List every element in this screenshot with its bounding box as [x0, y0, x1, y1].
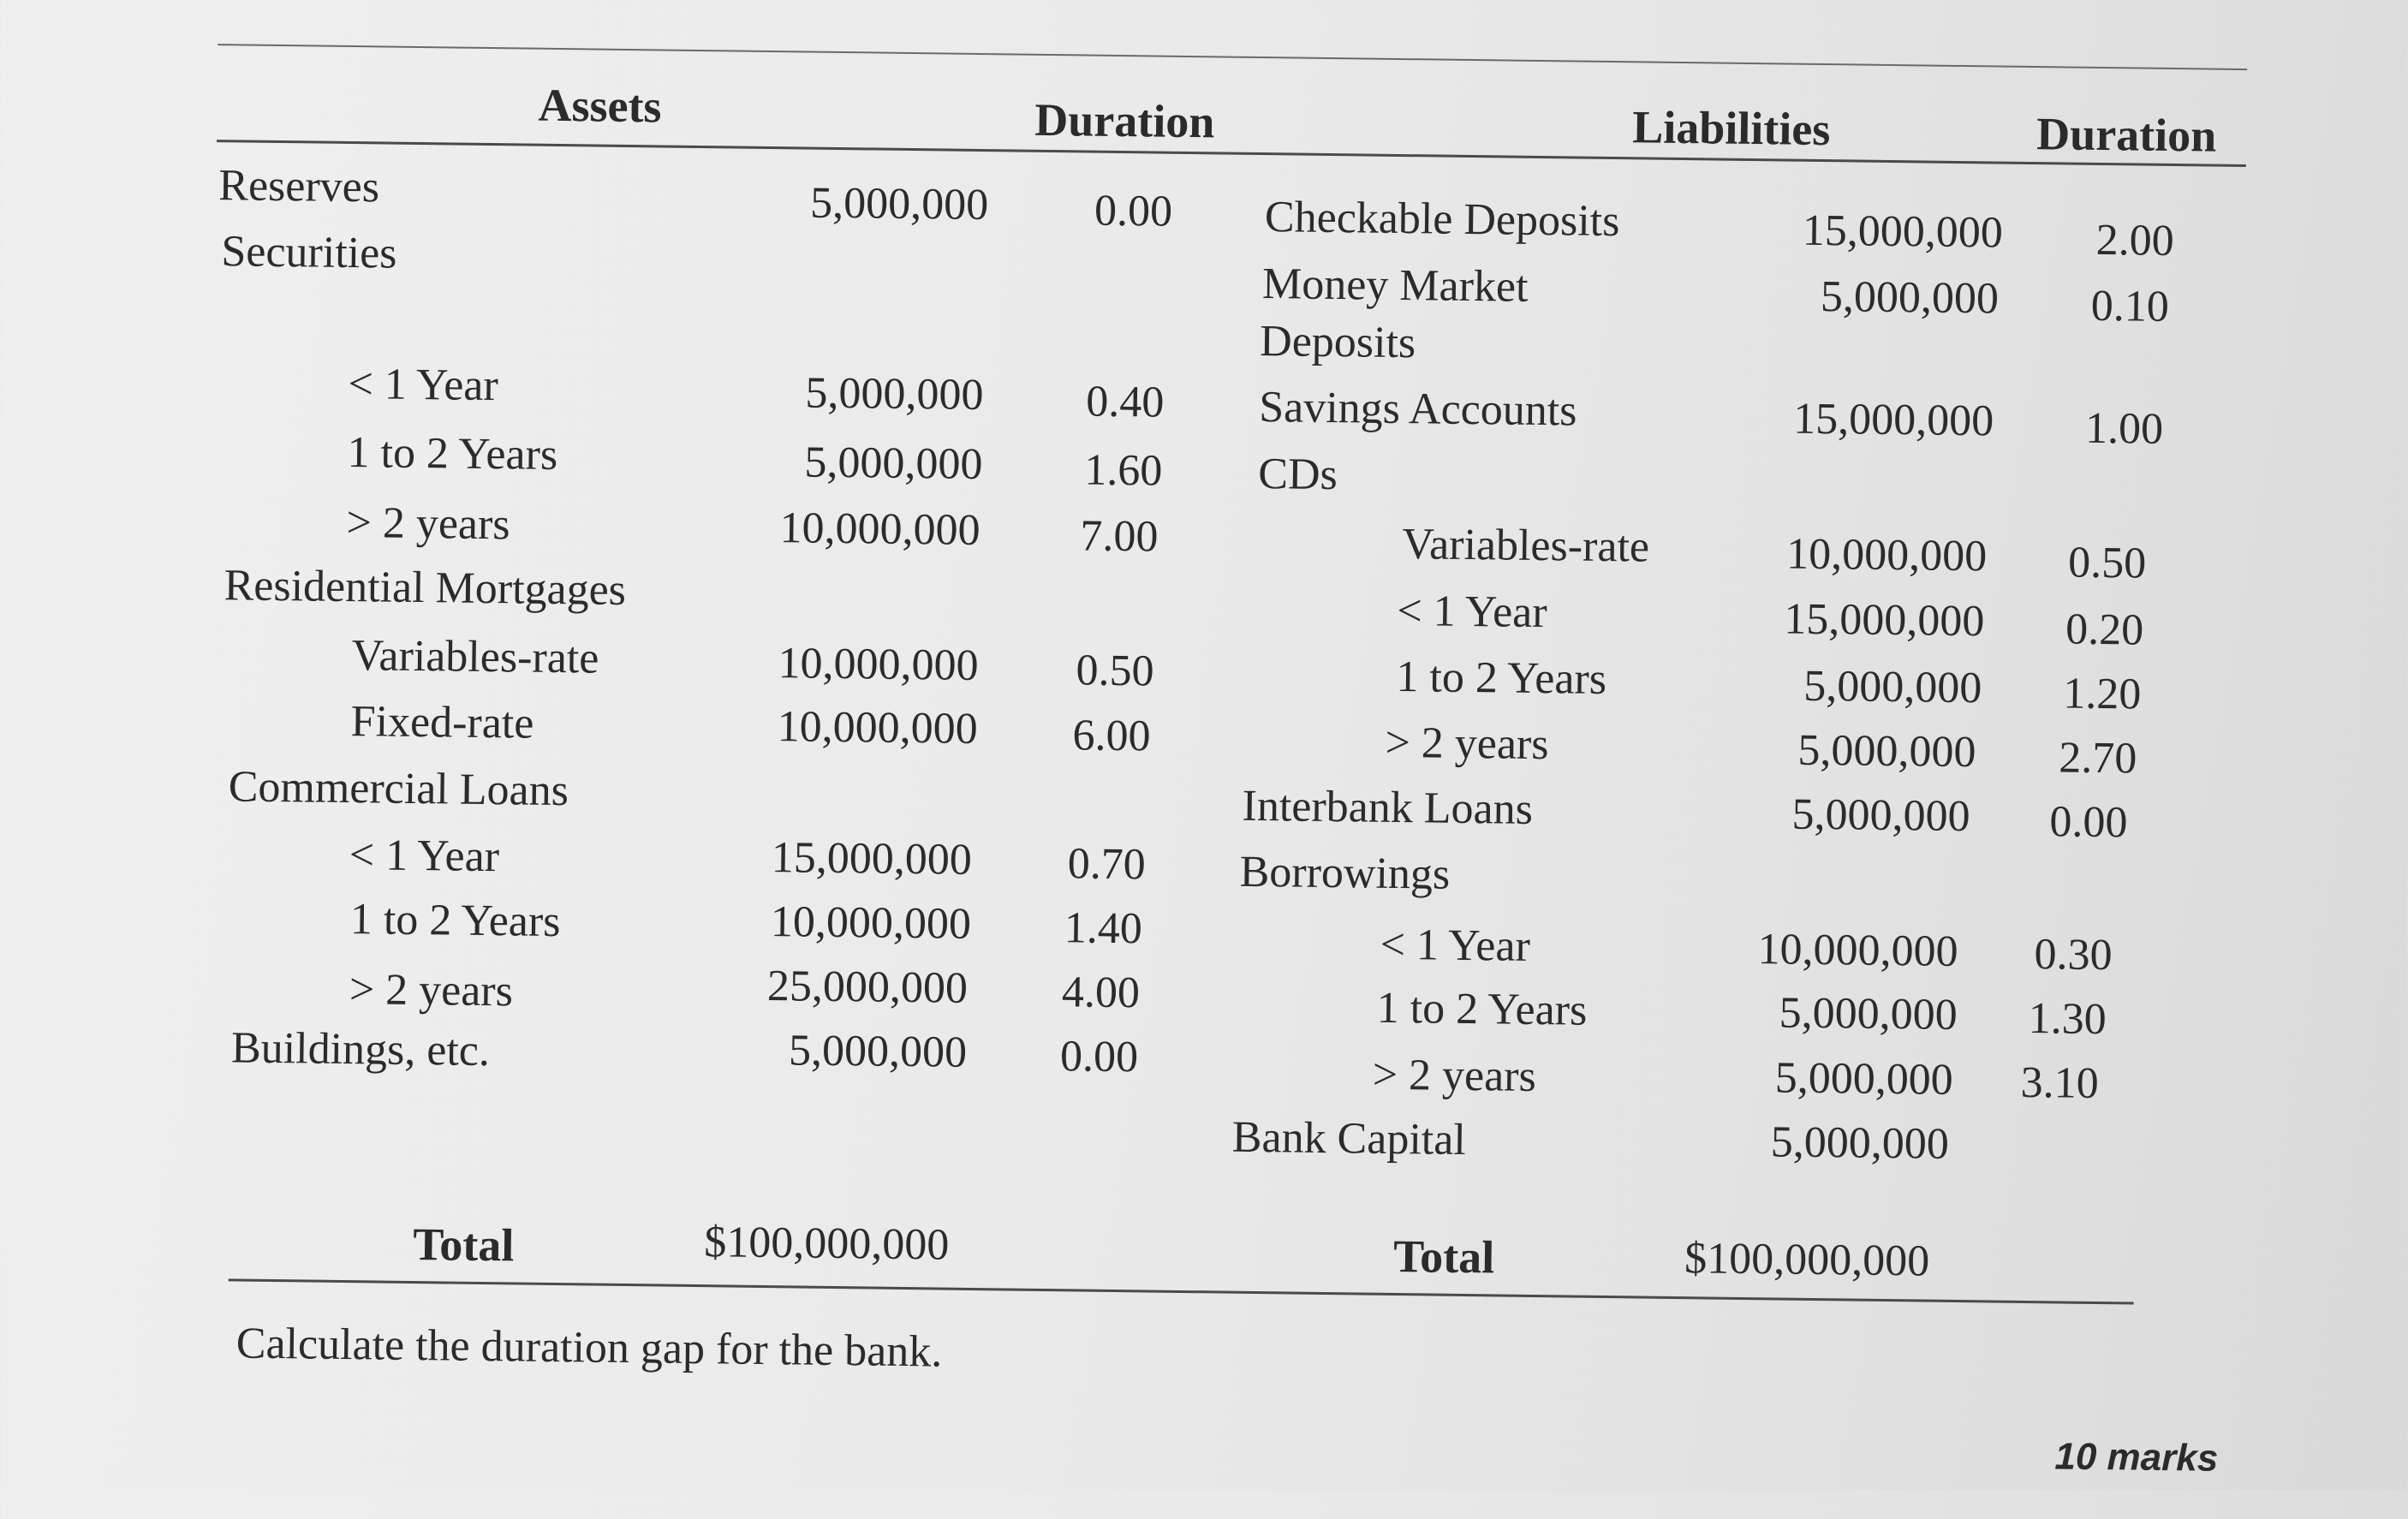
asset-duration-header: Duration	[1034, 93, 1215, 148]
asset-amount: 10,000,000	[777, 702, 979, 754]
asset-amount: 5,000,000	[805, 368, 984, 420]
liability-label: Checkable Deposits	[1264, 193, 1620, 247]
assets-header: Assets	[538, 79, 662, 133]
asset-duration: 1.40	[1064, 903, 1143, 954]
liabilities-total-label: Total	[1392, 1230, 1495, 1284]
liability-amount: 15,000,000	[1792, 394, 1994, 446]
liability-amount: 10,000,000	[1757, 925, 1958, 977]
liability-amount: 5,000,000	[1820, 272, 2000, 324]
liability-amount: 5,000,000	[1774, 1053, 1954, 1105]
asset-amount: 10,000,000	[778, 639, 979, 691]
asset-amount: 10,000,000	[770, 897, 972, 949]
liability-duration: 0.10	[2090, 281, 2170, 331]
liability-amount: 5,000,000	[1803, 661, 1982, 713]
assets-total-amount: $100,000,000	[703, 1218, 950, 1270]
liability-duration-header: Duration	[2035, 108, 2217, 162]
liability-amount: 5,000,000	[1770, 1117, 1950, 1169]
asset-label: > 2 years	[346, 497, 510, 550]
liability-label: CDs	[1257, 449, 1338, 500]
liability-label: > 2 years	[1372, 1050, 1537, 1102]
asset-duration: 0.40	[1086, 377, 1165, 427]
liabilities-header: Liabilities	[1631, 101, 1831, 156]
liability-amount: 5,000,000	[1779, 988, 1958, 1040]
liability-label: Variables-rate	[1402, 520, 1650, 572]
liability-label: Borrowings	[1239, 847, 1451, 899]
liability-duration: 1.00	[2084, 403, 2164, 454]
question-text: Calculate the duration gap for the bank.	[235, 1319, 943, 1377]
asset-amount: 25,000,000	[766, 962, 969, 1013]
liability-duration: 2.70	[2059, 733, 2137, 783]
liability-amount: 5,000,000	[1797, 725, 1976, 777]
asset-label: Securities	[221, 227, 397, 278]
liability-duration: 0.00	[2049, 797, 2128, 848]
asset-duration: 4.00	[1061, 968, 1141, 1018]
liability-amount: 15,000,000	[1783, 594, 1985, 646]
liability-label: Interbank Loans	[1242, 781, 1534, 834]
asset-label: Variables-rate	[351, 631, 599, 683]
asset-label: Buildings, etc.	[230, 1023, 491, 1076]
asset-amount: 5,000,000	[809, 178, 989, 230]
top-rule	[218, 44, 2247, 70]
liability-amount: 15,000,000	[1802, 206, 2004, 258]
liability-amount: 5,000,000	[1791, 789, 1970, 842]
asset-duration: 0.70	[1067, 839, 1147, 890]
liability-duration: 2.00	[2095, 215, 2175, 266]
asset-label: Fixed-rate	[350, 697, 534, 748]
asset-label: 1 to 2 Years	[349, 895, 561, 947]
liability-label: 1 to 2 Years	[1396, 652, 1607, 704]
asset-amount: 15,000,000	[771, 833, 973, 885]
asset-amount: 5,000,000	[804, 438, 983, 490]
liability-duration: 0.30	[2034, 930, 2113, 980]
assets-total-label: Total	[412, 1218, 515, 1272]
asset-duration: 1.60	[1084, 445, 1163, 496]
asset-label: 1 to 2 Years	[347, 427, 558, 480]
asset-duration: 0.00	[1059, 1032, 1139, 1082]
asset-label: > 2 years	[349, 965, 514, 1016]
liability-label: > 2 years	[1385, 718, 1549, 770]
asset-duration: 7.00	[1080, 511, 1159, 562]
asset-label: < 1 Year	[349, 831, 500, 882]
asset-duration: 6.00	[1072, 711, 1151, 761]
liability-label: Bank Capital	[1231, 1112, 1467, 1165]
liability-label: Deposits	[1259, 317, 1416, 368]
asset-label: Residential Mortgages	[224, 561, 627, 615]
liability-duration: 0.20	[2065, 605, 2144, 655]
asset-duration: 0.50	[1076, 646, 1154, 696]
asset-amount: 5,000,000	[788, 1026, 968, 1077]
liability-duration: 1.30	[2028, 994, 2107, 1045]
asset-label: Commercial Loans	[228, 762, 569, 816]
asset-amount: 10,000,000	[779, 503, 980, 556]
liability-duration: 3.10	[2020, 1057, 2100, 1109]
liability-label: 1 to 2 Years	[1376, 983, 1588, 1035]
liability-label: < 1 Year	[1397, 586, 1547, 638]
asset-label: < 1 Year	[348, 360, 499, 411]
marks-label: 10 marks	[2054, 1435, 2219, 1480]
liabilities-total-amount: $100,000,000	[1684, 1234, 1930, 1286]
liability-label: Savings Accounts	[1258, 383, 1577, 436]
liability-amount: 10,000,000	[1785, 529, 1988, 581]
asset-duration: 0.00	[1094, 186, 1173, 236]
liability-label: Money Market	[1261, 259, 1529, 312]
liability-label: < 1 Year	[1380, 920, 1531, 971]
header-rule	[217, 140, 2246, 167]
asset-label: Reserves	[218, 161, 380, 212]
liability-duration: 0.50	[2067, 538, 2147, 588]
liability-duration: 1.20	[2062, 669, 2142, 719]
